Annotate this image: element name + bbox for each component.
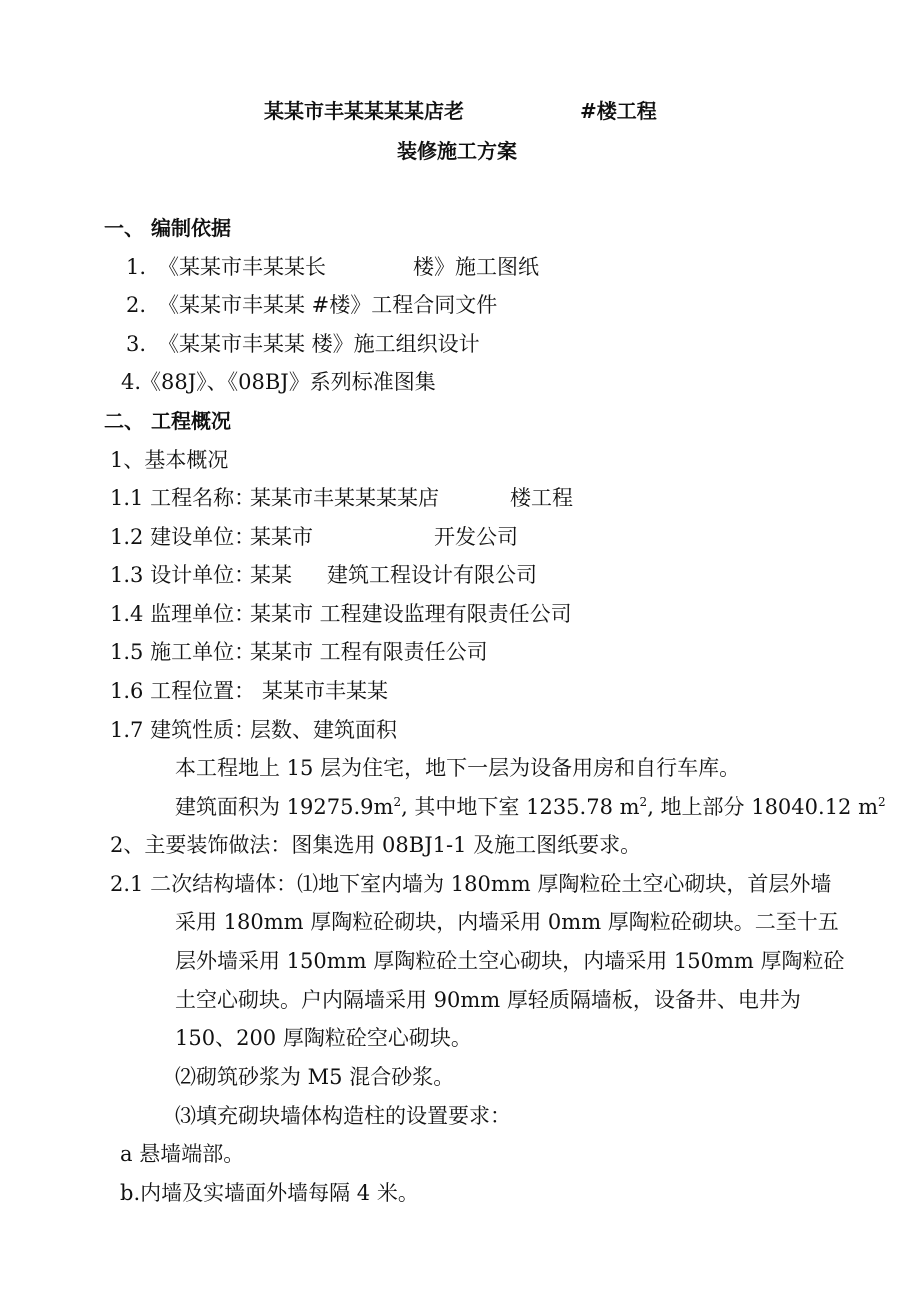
info-1-1-a: 某某市丰某某某某店 bbox=[250, 486, 439, 510]
info-1-3-b: 建筑工程设计有限公司 bbox=[327, 563, 537, 587]
wall-line-3: 层外墙采用 150mm 厚陶粒砼土空心砌块，内墙采用 150mm 厚陶粒砼 bbox=[175, 949, 845, 973]
section2-heading: 二、 工程概况 bbox=[104, 409, 231, 433]
sub-heading-basic: 1、基本概况 bbox=[110, 448, 229, 472]
info-1-7-a: 层数、建筑面积 bbox=[250, 718, 397, 742]
ref-item-4-text: 《88J》、《08BJ》系列标准图集 bbox=[140, 370, 436, 394]
subtitle: 装修施工方案 bbox=[397, 139, 517, 163]
area-above-ground: , 地上部分 18040.12 m bbox=[647, 795, 879, 819]
ref-item-3-text: 《某某市丰某某 楼》施工组织设计 bbox=[158, 332, 480, 356]
ref-item-1-text-b: 楼》施工图纸 bbox=[413, 255, 539, 279]
wall-line-1: 2.1 二次结构墙体：⑴地下室内墙为 180mm 厚陶粒砼土空心砌块，首层外墙 bbox=[110, 872, 832, 896]
ref-item-2-text: 《某某市丰某某 #楼》工程合同文件 bbox=[158, 293, 498, 317]
info-1-4-a: 某某市 工程建设监理有限责任公司 bbox=[250, 602, 572, 626]
info-1-2-a: 某某市 bbox=[250, 525, 313, 549]
info-1-7-label: 1.7 建筑性质： bbox=[110, 718, 256, 742]
area-sup-3: 2 bbox=[878, 795, 886, 809]
wall-line-5: 150、200 厚陶粒砼空心砌块。 bbox=[175, 1026, 472, 1050]
area-sup-2: 2 bbox=[639, 795, 648, 809]
info-1-3-label: 1.3 设计单位： bbox=[110, 563, 256, 587]
info-1-6-label: 1.6 工程位置： bbox=[110, 679, 256, 703]
title-part2: #楼工程 bbox=[580, 99, 657, 123]
info-1-5-label: 1.5 施工单位： bbox=[110, 640, 256, 664]
ref-item-4-num: 4. bbox=[121, 370, 142, 394]
title-part1: 某某市丰某某某某店老 bbox=[264, 99, 464, 123]
sub-heading-decoration: 2、主要装饰做法：图集选用 08BJ1-1 及施工图纸要求。 bbox=[110, 833, 642, 857]
info-1-2-b: 开发公司 bbox=[434, 525, 518, 549]
ref-item-1-num: 1. bbox=[126, 255, 147, 279]
column-rule-a: a 悬墙端部。 bbox=[120, 1142, 245, 1166]
wall-line-4: 土空心砌块。户内隔墙采用 90mm 厚轻质隔墙板，设备井、电井为 bbox=[175, 988, 801, 1012]
info-1-1-label: 1.1 工程名称： bbox=[110, 486, 256, 510]
columns-line: ⑶填充砌块墙体构造柱的设置要求： bbox=[175, 1104, 511, 1128]
section1-heading: 一、 编制依据 bbox=[104, 216, 231, 240]
area-total: 建筑面积为 19275.9m bbox=[175, 795, 394, 819]
column-rule-b: b.内墙及实墙面外墙每隔 4 米。 bbox=[120, 1181, 419, 1205]
info-1-6-a: 某某市丰某某 bbox=[262, 679, 388, 703]
area-basement: , 其中地下室 1235.78 m bbox=[401, 795, 640, 819]
ref-item-1-text-a: 《某某市丰某某长 bbox=[158, 255, 326, 279]
info-1-4-label: 1.4 监理单位： bbox=[110, 602, 256, 626]
wall-line-2: 采用 180mm 厚陶粒砼砌块，内墙采用 0mm 厚陶粒砼砌块。二至十五 bbox=[175, 910, 839, 934]
ref-item-2-num: 2. bbox=[126, 293, 147, 317]
area-sup-1: 2 bbox=[393, 795, 402, 809]
building-area bbox=[175, 793, 886, 821]
building-description: 本工程地上 15 层为住宅，地下一层为设备用房和自行车库。 bbox=[175, 756, 741, 780]
info-1-1-b: 楼工程 bbox=[510, 486, 573, 510]
ref-item-3-num: 3. bbox=[126, 332, 147, 356]
info-1-3-a: 某某 bbox=[250, 563, 292, 587]
info-1-5-a: 某某市 工程有限责任公司 bbox=[250, 640, 488, 664]
mortar-line: ⑵砌筑砂浆为 M5 混合砂浆。 bbox=[175, 1065, 455, 1089]
info-1-2-label: 1.2 建设单位： bbox=[110, 525, 256, 549]
